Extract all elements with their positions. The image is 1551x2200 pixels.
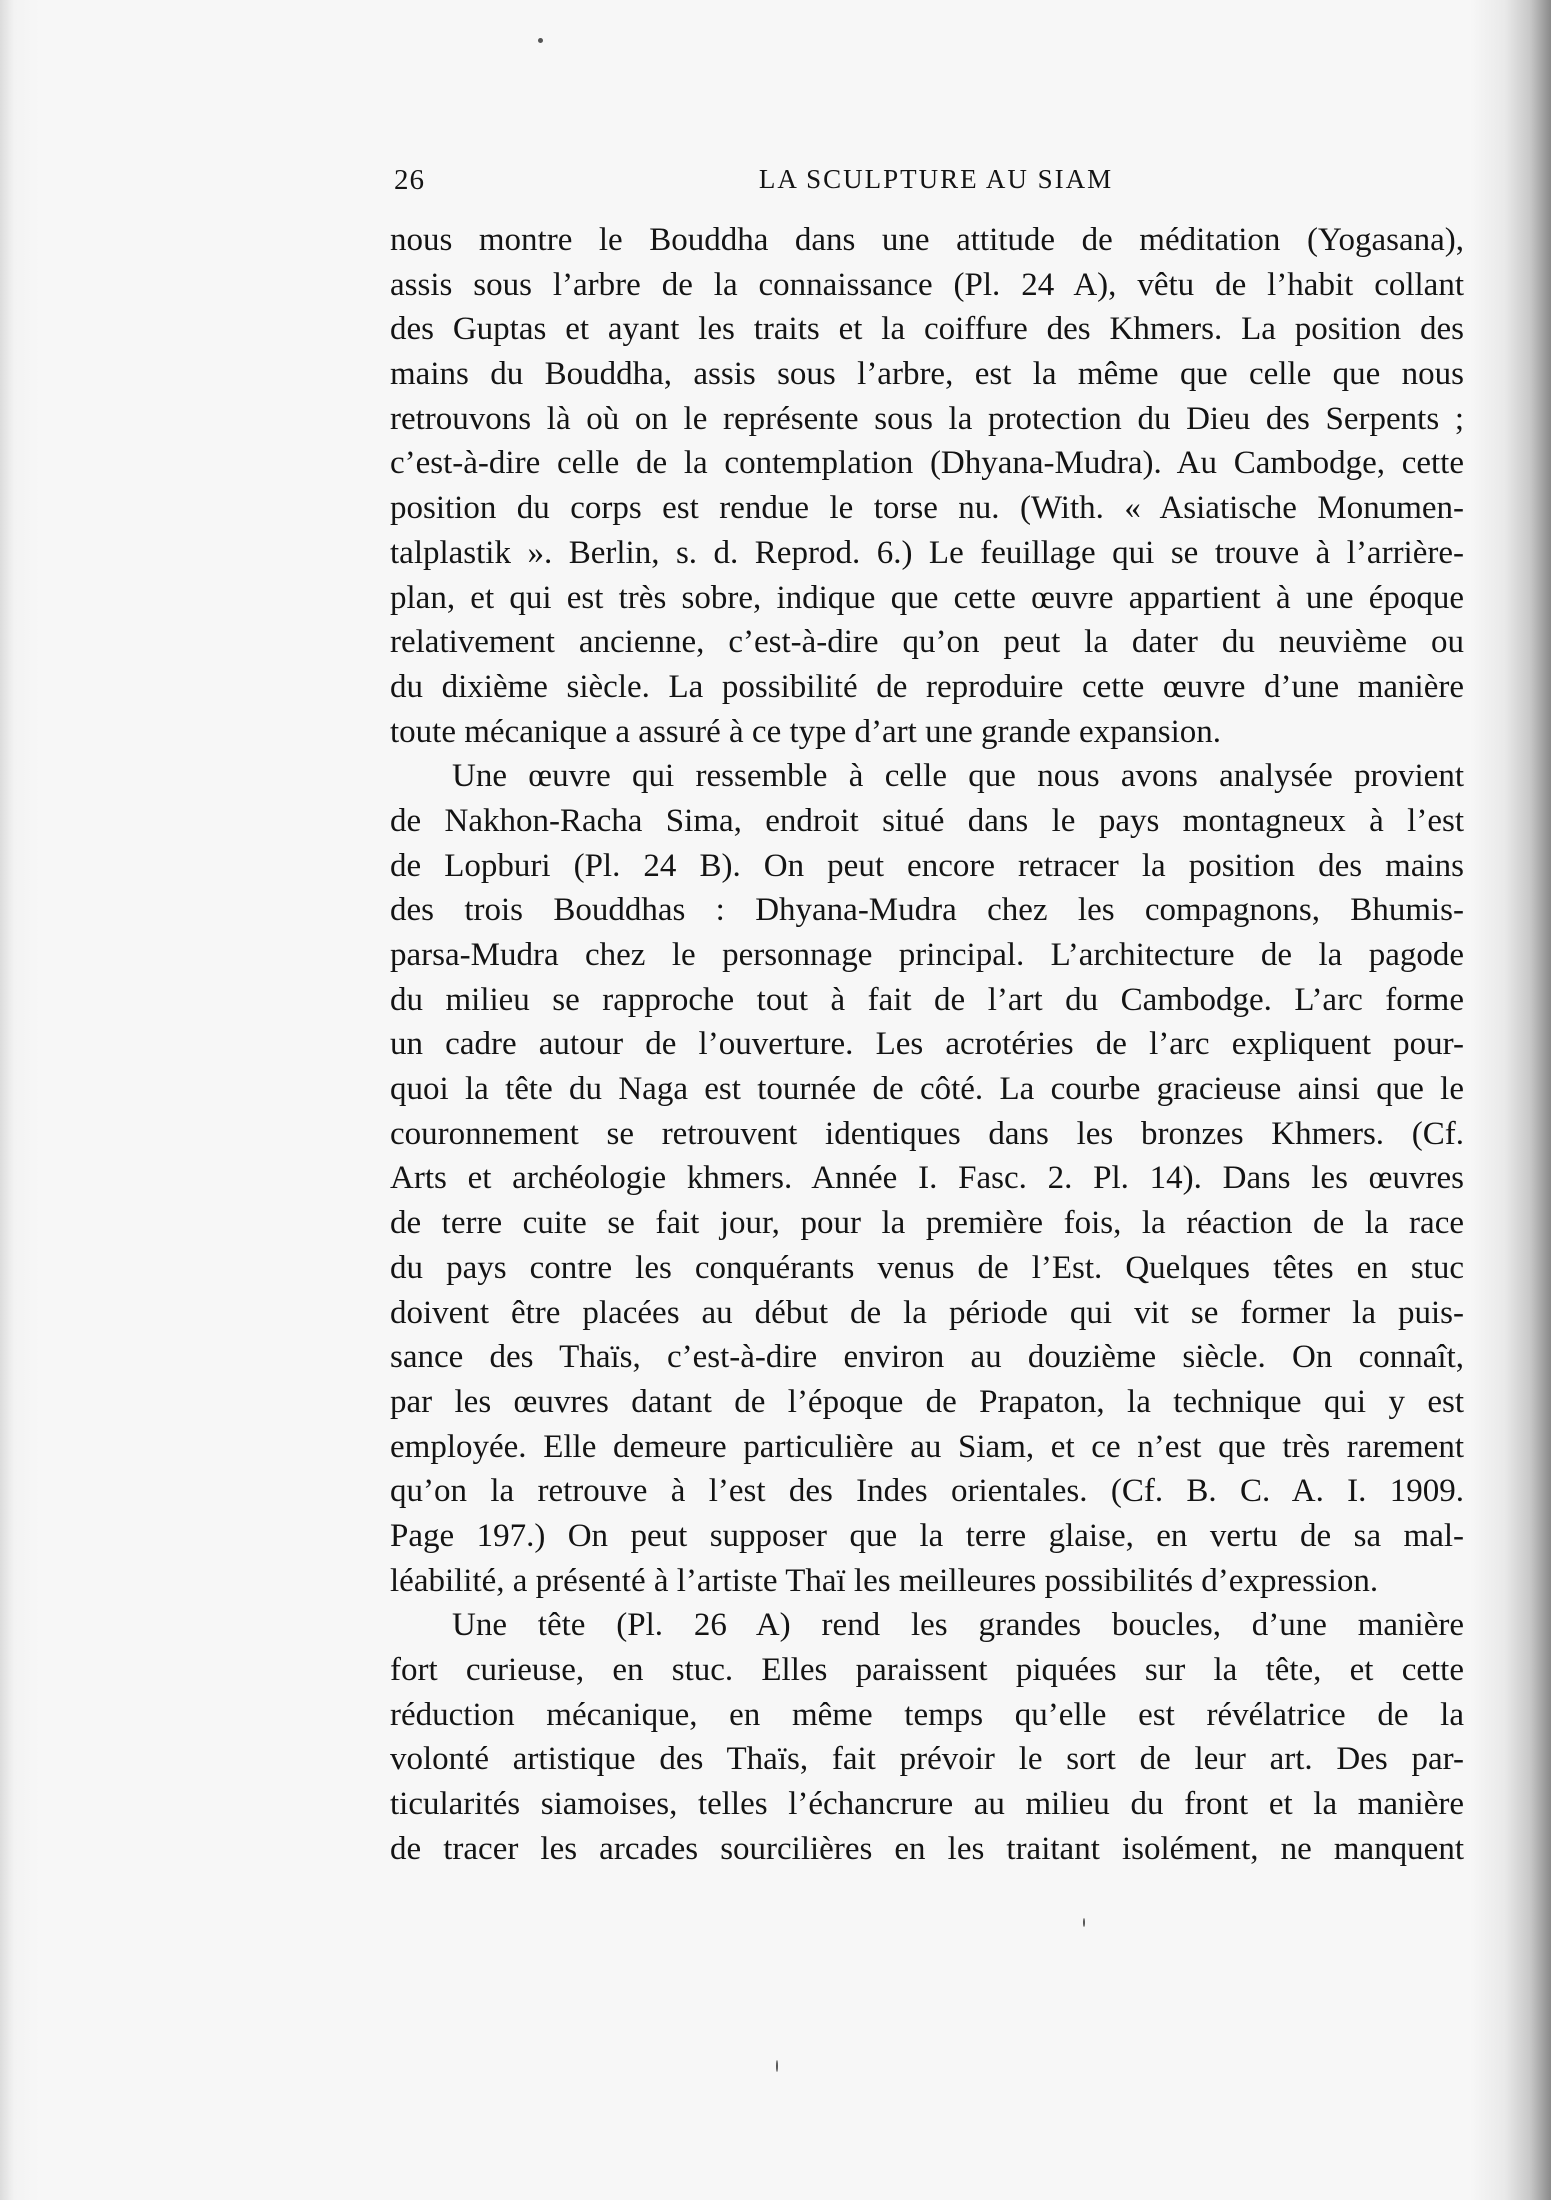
text-line: du milieu se rapproche tout à fait de l’art du Cambodge. L’arc forme [390,981,1464,1018]
text-line: de terre cuite se fait jour, pour la première fois, la réaction de la race [390,1205,1464,1242]
text-line: Page 197.) On peut supposer que la terre glaise, en vertu de sa mal- [390,1517,1464,1554]
text-line: fort curieuse, en stuc. Elles paraissent piquées sur la tête, et cette [390,1652,1464,1688]
text-line: talplastik ». Berlin, s. d. Reprod. 6.) Le feuillage qui se trouve à l’arrière- [390,534,1464,571]
text-line: couronnement se retrouvent identiques dans les bronzes Khmers. (Cf. [390,1115,1464,1152]
text-line: ticularités siamoises, telles l’échancrure au milieu du front et la manière [390,1786,1464,1823]
text-line: doivent être placées au début de la période qui vit se former la puis- [390,1294,1464,1331]
text-line: parsa-Mudra chez le personnage principal. L’architecture de la pagode [390,937,1464,973]
text-line: Une œuvre qui ressemble à celle que nous avons analysée provient [452,758,1464,795]
text-line: un cadre autour de l’ouverture. Les acrotéries de l’arc expliquent pour- [390,1026,1464,1063]
text-line: de Lopburi (Pl. 24 B). On peut encore retracer la position des mains [390,847,1464,884]
text-line: volonté artistique des Thaïs, fait prévoir le sort de leur art. Des par- [390,1741,1464,1778]
page-header [394,164,1478,204]
text-line: qu’on la retrouve à l’est des Indes orientales. (Cf. B. C. A. I. 1909. [390,1473,1464,1510]
scan-speck [1083,1918,1085,1927]
text-line: plan, et qui est très sobre, indique que cette œuvre appartient à une époque [390,579,1464,616]
text-line: toute mécanique a assuré à ce type d’art une grande expansion. [390,713,1222,750]
text-line: par les œuvres datant de l’époque de Prapaton, la technique qui y est [390,1383,1464,1420]
text-line: léabilité, a présenté à l’artiste Thaï les meilleures possibilités d’expression. [390,1562,1379,1599]
text-line: nous montre le Bouddha dans une attitude de méditation (Yogasana), [390,222,1464,258]
text-line: c’est-à-dire celle de la contemplation (Dhyana-Mudra). Au Cambodge, cette [390,445,1464,482]
page-number: 26 [394,164,425,196]
text-line: des trois Bouddhas : Dhyana-Mudra chez les compagnons, Bhumis- [390,892,1464,929]
body-text [390,218,1464,1871]
scan-speck [776,2060,778,2072]
text-line: mains du Bouddha, assis sous l’arbre, est la même que celle que nous [390,356,1464,393]
text-line: du dixième siècle. La possibilité de reproduire cette œuvre d’une manière [390,668,1464,705]
text-line: employée. Elle demeure particulière au Siam, et ce n’est que très rarement [390,1428,1464,1465]
text-line: des Guptas et ayant les traits et la coiffure des Khmers. La position des [390,311,1464,348]
text-line: assis sous l’arbre de la connaissance (Pl. 24 A), vêtu de l’habit collant [390,266,1464,303]
text-line: du pays contre les conquérants venus de l’Est. Quelques têtes en stuc [390,1249,1464,1286]
running-title: LA SCULPTURE AU SIAM [758,164,1114,194]
text-line: quoi la tête du Naga est tournée de côté. La courbe gracieuse ainsi que le [390,1071,1464,1108]
text-line: retrouvons là où on le représente sous la protection du Dieu des Serpents ; [390,400,1464,437]
text-line: relativement ancienne, c’est-à-dire qu’on peut la dater du neuvième ou [390,624,1464,661]
text-line: réduction mécanique, en même temps qu’elle est révélatrice de la [390,1696,1464,1733]
text-line: position du corps est rendue le torse nu. (With. « Asiatische Monumen- [390,490,1464,527]
scan-speck [538,38,543,43]
text-line: Une tête (Pl. 26 A) rend les grandes boucles, d’une manière [452,1607,1464,1644]
text-line: de tracer les arcades sourcilières en les traitant isolément, ne manquent [390,1830,1464,1867]
text-line: sance des Thaïs, c’est-à-dire environ au douzième siècle. On connaît, [390,1339,1464,1376]
text-line: de Nakhon-Racha Sima, endroit situé dans le pays montagneux à l’est [390,802,1464,839]
text-line: Arts et archéologie khmers. Année I. Fasc. 2. Pl. 14). Dans les œuvres [390,1160,1464,1197]
